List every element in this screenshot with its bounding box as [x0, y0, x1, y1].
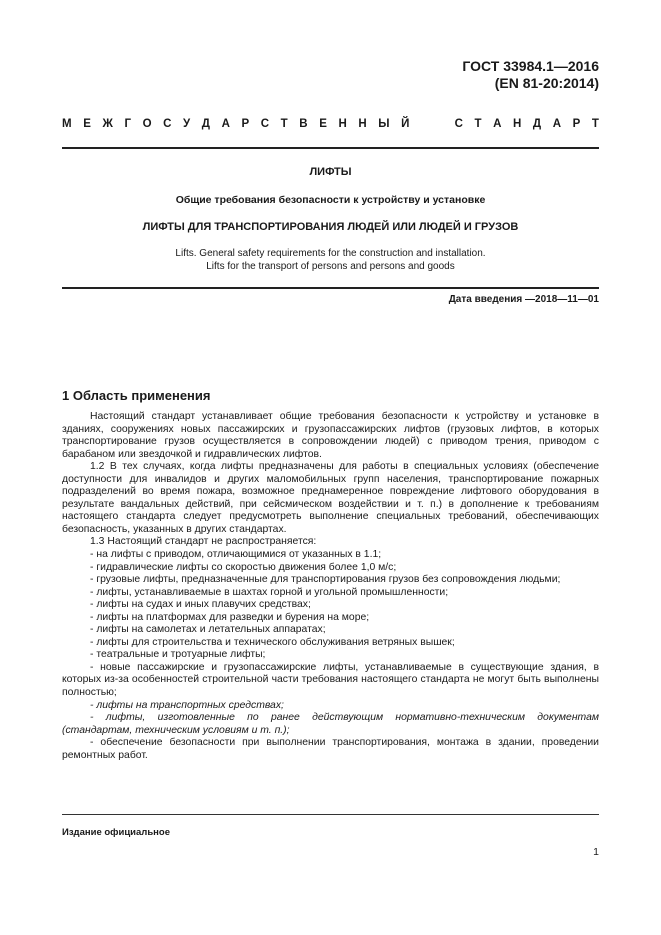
- list-item: - театральные и тротуарные лифты;: [90, 649, 266, 661]
- paragraph-1-2: 1.2 В тех случаях, когда лифты предназначены для работы в специальных условиях (обеспечение доступности для инвалидов и других маломобильных групп населения, транспортирование пожарных подразделений во время пожара, возможное преднамеренное повреждение лифтового оборудования в результате вандальных действий, при сейсмическом воздействии и т. п.) в дополнение к требованиям настоящего стандарта следует предусмотреть выполнение специальных требований, обеспечивающих безопасность, указанных в других стандартах.: [62, 461, 599, 535]
- document-title: ЛИФТЫ: [309, 166, 352, 178]
- letter: С: [163, 118, 172, 130]
- letter: Ж: [102, 118, 113, 130]
- letter: А: [552, 118, 562, 130]
- list-item: - лифты на платформах для разведки и бурения на море;: [90, 611, 370, 623]
- letter: С: [454, 118, 463, 130]
- letter: В: [299, 118, 308, 130]
- english-title: [62, 247, 599, 273]
- header-rule: [62, 147, 599, 149]
- list-item: - новые пассажирские и грузопассажирские лифты, устанавливаемые в существующие здания, в которых из-за особенностей строительной части требования настоящего стандарта не могут быть выполнены полностью;: [62, 661, 599, 699]
- letter: Т: [280, 118, 288, 130]
- page-number: 1: [593, 846, 599, 858]
- letter: Й: [401, 118, 410, 130]
- paragraph-1-3: 1.3 Настоящий стандарт не распространяется:: [90, 536, 317, 548]
- list-item: - лифты, устанавливаемые в шахтах горной и угольной промышленности;: [90, 586, 449, 598]
- title-rule: [62, 287, 599, 289]
- list-item: - грузовые лифты, предназначенные для транспортирования грузов без сопровождения людьми;: [90, 574, 561, 586]
- paragraph-1-1: Настоящий стандарт устанавливает общие требования безопасности к устройству и установке в зданиях, сооружениях новых пассажирских и грузопассажирских лифтов (грузовых лифтов, в которых транспортирование грузов осуществляется в сопровождении людей) с приводом трения, приводом с барабаном или звездочкой и гидравлических лифтов.: [62, 411, 599, 460]
- letter: А: [221, 118, 230, 130]
- letter: Р: [572, 118, 581, 130]
- letter: Н: [358, 118, 367, 130]
- letter: Ы: [378, 118, 390, 130]
- standard-code-block: [462, 58, 599, 92]
- letter: А: [493, 118, 502, 130]
- letter: Д: [201, 118, 210, 130]
- document-subtitle-2: ЛИФТЫ ДЛЯ ТРАНСПОРТИРОВАНИЯ ЛЮДЕЙ ИЛИ ЛЮДЕЙ И ГРУЗОВ: [142, 221, 519, 233]
- word-gap: [421, 118, 443, 130]
- letter: О: [142, 118, 152, 130]
- standard-code: ГОСТ 33984.1—2016: [462, 58, 599, 74]
- en-code: (EN 81-20:2014): [494, 75, 599, 91]
- letter: Д: [532, 118, 542, 130]
- english-title-line-2: Lifts for the transport of persons and persons and goods: [206, 261, 455, 272]
- letter: М: [62, 118, 72, 130]
- section-body: [62, 411, 599, 762]
- list-item-italic: - лифты на транспортных средствах;: [90, 699, 284, 711]
- edition-label: Издание официальное: [62, 827, 170, 838]
- letter: С: [260, 118, 270, 130]
- list-item: - лифты для строительства и технического обслуживания ветряных вышек;: [90, 636, 455, 648]
- letter: Н: [338, 118, 347, 130]
- english-title-line-1: Lifts. General safety requirements for the construction and installation.: [175, 248, 486, 259]
- standard-type-line: [62, 118, 599, 130]
- list-item: - лифты на судах и иных плавучих средствах;: [90, 599, 311, 611]
- list-item: - лифты на самолетах и летательных аппаратах;: [90, 624, 326, 636]
- list-item: - на лифты с приводом, отличающимися от указанных в 1.1;: [90, 549, 382, 561]
- letter: Н: [513, 118, 522, 130]
- letter: У: [183, 118, 191, 130]
- list-item: - гидравлические лифты со скоростью движения более 1,0 м/с;: [90, 561, 397, 573]
- letter: Е: [319, 118, 327, 130]
- letter: Т: [474, 118, 482, 130]
- letter: Г: [124, 118, 131, 130]
- letter: Р: [241, 118, 250, 130]
- introduction-date: Дата введения —2018—11—01: [448, 294, 599, 305]
- document-subtitle: Общие требования безопасности к устройству и установке: [175, 194, 486, 206]
- letter: Е: [83, 118, 91, 130]
- footer-rule: [62, 814, 599, 815]
- letter: Т: [591, 118, 599, 130]
- section-heading: 1 Область применения: [62, 388, 211, 403]
- list-item-italic: - лифты, изготовленные по ранее действующим нормативно-техническим документам (стандартам, техническим условиям и т. п.);: [62, 712, 599, 736]
- list-item: - обеспечение безопасности при выполнении транспортирования, монтажа в здании, проведении ремонтных работ.: [62, 737, 599, 761]
